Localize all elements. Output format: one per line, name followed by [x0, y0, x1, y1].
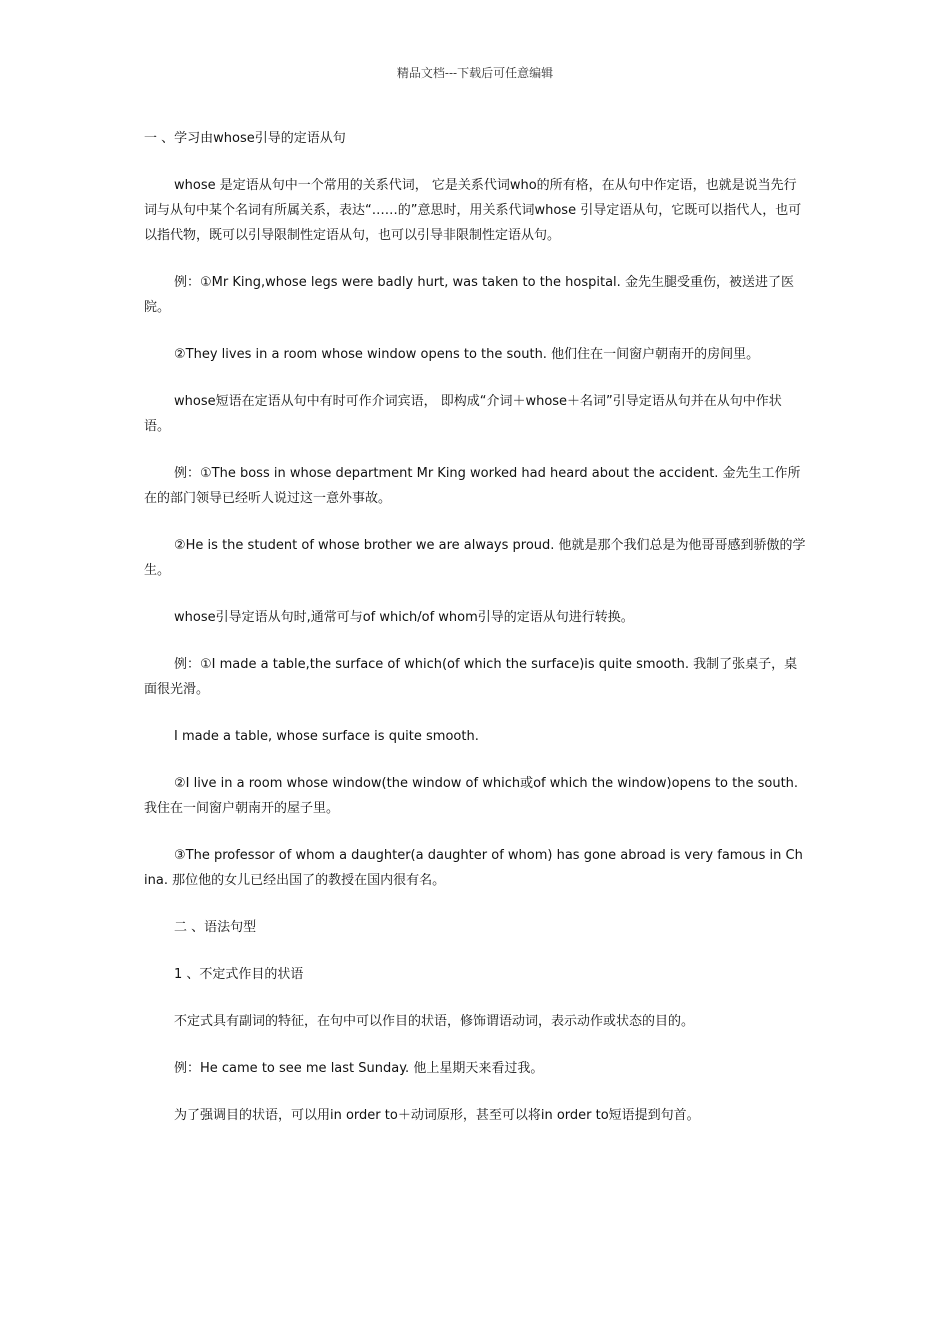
- example-6: I made a table, whose surface is quite smooth.: [174, 729, 479, 744]
- page-header: 精品文档---下载后可任意编辑: [396, 66, 554, 80]
- section-heading-2: 二 、语法句型: [174, 920, 257, 935]
- example-2: ②They lives in a room whose window opens to the south. 他们住在一间窗户朝南开的房间里。: [174, 347, 760, 362]
- example-3: 例：①The boss in whose department Mr King worked had heard about the accident. 金先生工作所在的部门领导已经听人说过这一意外事故。: [144, 466, 801, 506]
- document-body: [144, 126, 806, 1150]
- example-4: ②He is the student of whose brother we are always proud. 他就是那个我们总是为他哥哥感到骄傲的学生。: [144, 538, 806, 578]
- subheading-infinitive-purpose: 1 、不定式作目的状语: [174, 967, 304, 982]
- paragraph-whose-preposition: whose短语在定语从句中有时可作介词宾语， 即构成“介词＋whose＋名词”引导定语从句并在从句中作状语。: [144, 394, 782, 434]
- example-8: ③The professor of whom a daughter(a daughter of whom) has gone abroad is very famous in China. 那位他的女儿已经出国了的教授在国内很有名。: [144, 848, 803, 888]
- paragraph-in-order-to: 为了强调目的状语，可以用in order to＋动词原形，甚至可以将in order to短语提到句首。: [174, 1108, 700, 1123]
- example-7: ②I live in a room whose window(the window of which或of which the window)opens to the south. 我住在一间窗户朝南开的屋子里。: [144, 776, 799, 816]
- section-heading-1: 一 、学习由whose引导的定语从句: [144, 131, 346, 146]
- paragraph-whose-definition: whose 是定语从句中一个常用的关系代词， 它是关系代词who的所有格，在从句中作定语，也就是说当先行词与从句中某个名词有所属关系，表达“……的”意思时，用关系代词whose 引导定语从句，它既可以指代人，也可以指代物，既可以引导限制性定语从句，也可以引导非限制性定语从句。: [144, 178, 802, 243]
- example-1: 例：①Mr King,whose legs were badly hurt, was taken to the hospital. 金先生腿受重伤，被送进了医院。: [144, 275, 794, 315]
- paragraph-infinitive: 不定式具有副词的特征，在句中可以作目的状语，修饰谓语动词，表示动作或状态的目的。: [174, 1014, 695, 1029]
- example-5: 例：①I made a table,the surface of which(of which the surface)is quite smooth. 我制了张桌子，桌面很光滑。: [144, 657, 798, 697]
- example-infinitive: 例：He came to see me last Sunday. 他上星期天来看过我。: [174, 1061, 544, 1076]
- paragraph-whose-conversion: whose引导定语从句时,通常可与of which/of whom引导的定语从句进行转换。: [174, 610, 634, 625]
